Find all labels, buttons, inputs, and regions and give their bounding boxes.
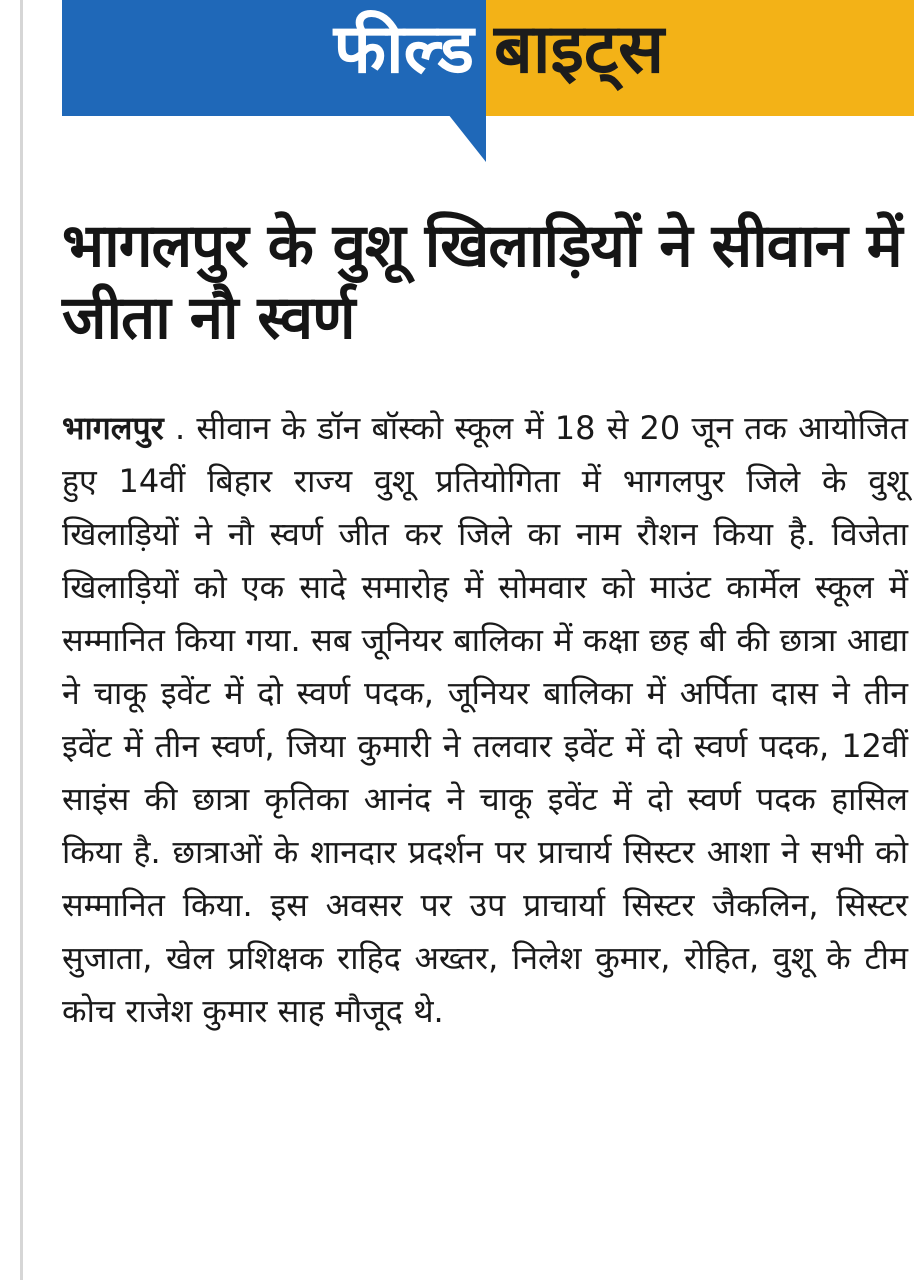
- article-body: [62, 402, 908, 1038]
- banner-pointer: [448, 114, 486, 162]
- banner-word-bites: बाइट्स: [494, 10, 665, 89]
- article-body-text: . सीवान के डॉन बॉस्को स्कूल में 18 से 20 जून तक आयोजित हुए 14वीं बिहार राज्य वुशू प्रतियोगिता में भागलपुर जिले के वुशू खिलाड़ियों ने नौ स्वर्ण जीत कर जिले का नाम रौशन किया है. विजेता खिलाड़ियों को एक सादे समारोह में सोमवार को माउंट कार्मेल स्कूल में सम्मानित किया गया. सब जूनियर बालिका में कक्षा छह बी की छात्रा आद्या ने चाकू इवेंट में दो स्वर्ण पदक, जूनियर बालिका में अर्पिता दास ने तीन इवेंट में तीन स्वर्ण, जिया कुमारी ने तलवार इवेंट में दो स्वर्ण पदक, 12वीं साइंस की छात्रा कृतिका आनंद ने चाकू इवेंट में दो स्वर्ण पदक हासिल किया है. छात्राओं के शानदार प्रदर्शन पर प्राचार्य सिस्टर आशा ने सभी को सम्मानित किया. इस अवसर पर उप प्राचार्या सिस्टर जैकलिन, सिस्टर सुजाता, खेल प्रशिक्षक राहिद अख्तर, निलेश कुमार, रोहित, वुशू के टीम कोच राजेश कुमार साह मौजूद थे.: [62, 409, 908, 1030]
- section-banner: [62, 0, 914, 116]
- banner-word-field: फील्ड: [333, 10, 474, 89]
- article-dateline: भागलपुर: [62, 409, 164, 447]
- article-headline: भागलपुर के वुशू खिलाड़ियों ने सीवान में जीता नौ स्वर्ण: [62, 211, 902, 353]
- column-divider: [20, 0, 23, 1280]
